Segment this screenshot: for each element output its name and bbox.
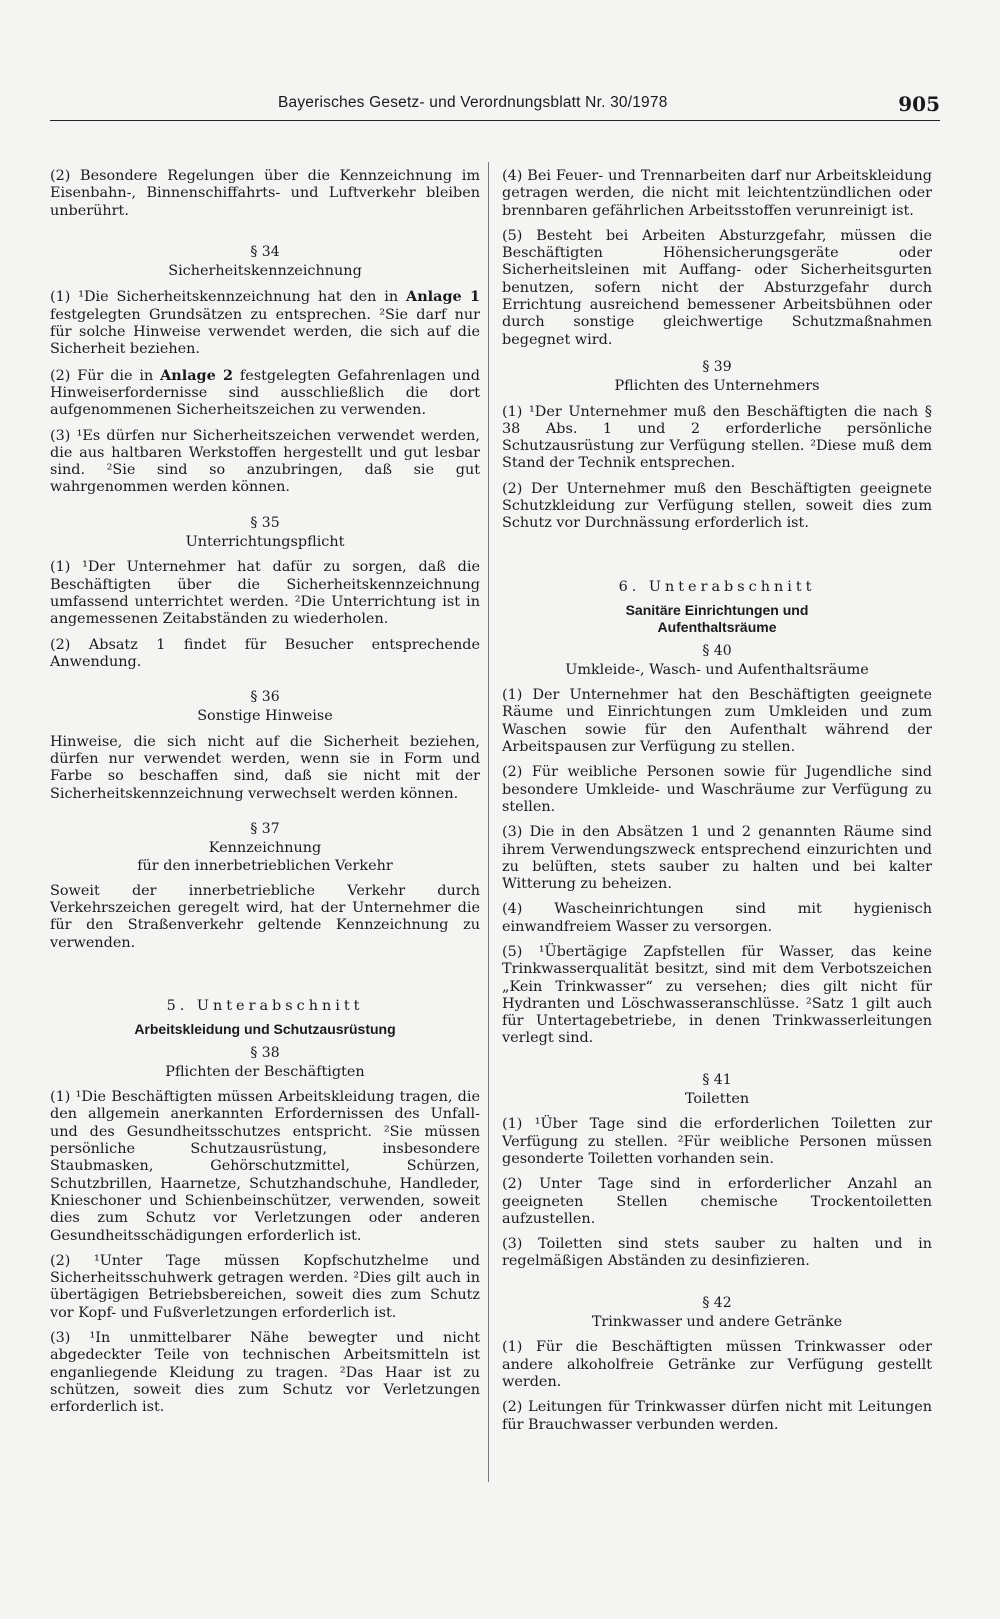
paragraph: (1) ¹Über Tage sind die erforderlichen Toiletten zur Verfügung zu stellen. ²Für weibliche Personen müssen gesonderte Toiletten vorhanden sein. (502, 1116, 932, 1167)
section-title: Umkleide-, Wasch- und Aufenthaltsräume (565, 661, 869, 678)
section-number: § 34 (250, 243, 280, 260)
section-title: Sicherheitskennzeichnung (168, 263, 362, 280)
section-number: § 35 (250, 514, 280, 531)
section-title: Pflichten der Beschäftigten (165, 1063, 365, 1080)
paragraph: (2) Unter Tage sind in erforderlicher Anzahl an geeigneten Stellen chemische Trockentoiletten aufzustellen. (502, 1176, 932, 1227)
paragraph (50, 367, 480, 420)
paragraph: (4) Bei Feuer- und Trennarbeiten darf nur Arbeitskleidung getragen werden, die nicht mit leichtentzündlichen oder brennbaren gefährlichen Arbeitsstoffen verunreinigt ist. (502, 168, 932, 219)
section-title: Toiletten (684, 1091, 750, 1108)
paragraph: (3) ¹In unmittelbarer Nähe bewegter und nicht abgedeckter Teile von technischen Arbeitsmitteln ist enganliegende Kleidung zu tragen. ²Das Haar ist zu schützen, soweit dies zum Schutz vor Verletzungen erforderlich ist. (50, 1330, 480, 1416)
section-title: Kennzeichnung (208, 840, 322, 857)
right-column (502, 168, 932, 1442)
section-title: Sonstige Hinweise (197, 708, 333, 725)
paragraph: (5) Besteht bei Arbeiten Absturzgefahr, müssen die Beschäftigten Höhensicherungsgeräte oder Sicherheitsleinen mit Auffang- oder Sicherheitsgurten benutzen, sofern nicht der Absturzgefahr durch Errichtung ausreichend bemessener Arbeitsbühnen oder durch sonstige gleichwertige Schutzmaßnahmen begegnet wird. (502, 227, 932, 348)
paragraph: (2) ¹Unter Tage müssen Kopfschutzhelme und Sicherheitsschuhwerk getragen werden. ²Dies gilt auch in übertägigen Betriebsbereichen, soweit dies zum Schutz vor Kopf- und Fußverletzungen erforderlich ist. (50, 1252, 480, 1321)
subsection-title: Arbeitskleidung und Schutzausrüstung (134, 1021, 396, 1038)
paragraph: (1) Der Unternehmer hat den Beschäftigten geeignete Räume und Einrichtungen zum Umkleiden und zum Waschen sowie für den Aufenthalt während der Arbeitspausen zur Verfügung zu stellen. (502, 687, 932, 756)
paragraph: (2) Besondere Regelungen über die Kennzeichnung im Eisenbahn-, Binnenschiffahrts- und Luftverkehr bleiben unberührt. (50, 168, 480, 219)
section-title: Pflichten des Unternehmers (614, 378, 820, 395)
bold-reference: Anlage 1 (406, 288, 480, 306)
paragraph: (2) Leitungen für Trinkwasser dürfen nicht mit Leitungen für Brauchwasser verbunden werden. (502, 1399, 932, 1433)
subsection-title: Sanitäre Einrichtungen und (625, 601, 809, 618)
paragraph: Hinweise, die sich nicht auf die Sicherheit beziehen, dürfen nur verwendet werden, wenn sie in Form und Farbe so beschaffen sind, daß sie nicht mit der Sicherheitskennzeichnung verwechselt werden können. (50, 733, 480, 802)
text-span: festgelegten Grundsätzen zu entsprechen. ²Sie darf nur für solche Hinweise verwendet werden, die sich auf die Sicherheit beziehen. (50, 306, 480, 358)
paragraph: (1) ¹Der Unternehmer hat dafür zu sorgen, daß die Beschäftigten über die Sicherheitskennzeichnung umfassend unterrichtet werden. ²Die Unterrichtung ist in angemessenen Zeitabständen zu wiederholen. (50, 559, 480, 628)
paragraph: (3) ¹Es dürfen nur Sicherheitszeichen verwendet werden, die aus haltbaren Werkstoffen hergestellt und gut lesbar sind. ²Sie sind so anzubringen, daß sie gut wahrgenommen werden können. (50, 427, 480, 496)
section-number: § 41 (702, 1071, 732, 1088)
paragraph: (1) Für die Beschäftigten müssen Trinkwasser oder andere alkoholfreie Getränke zur Verfügung gestellt werden. (502, 1339, 932, 1390)
paragraph: (3) Toiletten sind stets sauber zu halten und in regelmäßigen Abständen zu desinfizieren. (502, 1236, 932, 1270)
section-number: § 40 (702, 642, 732, 659)
paragraph: (5) ¹Übertägige Zapfstellen für Wasser, das keine Trinkwasserqualität besitzt, sind mit dem Verbotszeichen „Kein Trinkwasser“ zu versehen; dies gilt nicht für Hydranten und Löschwasseranschlüsse. ²Satz 1 gilt auch für Untertagebetriebe, in denen Trinkwasserleitungen verlegt sind. (502, 943, 932, 1047)
subsection-number: 5. Unterabschnitt (166, 997, 364, 1014)
paragraph: (2) Für weibliche Personen sowie für Jugendliche sind besondere Umkleide- und Waschräume zur Verfügung zu stellen. (502, 764, 932, 815)
text-span: (2) Für die in (50, 367, 161, 384)
paragraph: (2) Der Unternehmer muß den Beschäftigten geeignete Schutzkleidung zur Verfügung stellen, soweit dies zum Schutz vor Durchnässung erforderlich ist. (502, 480, 932, 532)
page-header (50, 92, 940, 121)
paragraph (50, 288, 480, 358)
section-number: § 42 (702, 1294, 732, 1311)
paragraph: (3) Die in den Absätzen 1 und 2 genannten Räume sind ihrem Verwendungszweck entsprechend einzurichten und zu belüften, stets sauber zu halten und bei kalter Witterung zu beheizen. (502, 824, 932, 893)
section-number: § 37 (250, 820, 280, 837)
left-column (50, 168, 480, 1425)
section-title: Trinkwasser und andere Getränke (591, 1314, 843, 1331)
section-title: für den innerbetrieblichen Verkehr (137, 857, 393, 874)
paragraph: (2) Absatz 1 findet für Besucher entsprechende Anwendung. (50, 636, 480, 670)
column-divider (488, 162, 489, 1482)
paragraph: (4) Wascheinrichtungen sind mit hygienisch einwandfreiem Wasser zu versorgen. (502, 901, 932, 935)
paragraph: (1) ¹Der Unternehmer muß den Beschäftigten die nach § 38 Abs. 1 und 2 erforderliche persönliche Schutzausrüstung zur Verfügung stellen. ²Diese muß dem Stand der Technik entsprechen. (502, 403, 932, 472)
page-number: 905 (898, 92, 940, 116)
paragraph: (1) ¹Die Beschäftigten müssen Arbeitskleidung tragen, die den allgemein anerkannten Erfordernissen des Unfall- und des Gesundheitsschutzes entspricht. ²Sie müssen persönliche Schutzausrüstung, insbesondere Staubmasken, Gehörschutzmittel, Schürzen, Schutzbrillen, Haarnetze, Schutzhandschuhe, Handleder, Knieschoner und Schienbeinschützer, verwenden, soweit dies zum Schutz vor Verletzungen oder anderen Gesundheitsschädigungen erforderlich ist. (50, 1089, 480, 1244)
header-title: Bayerisches Gesetz- und Verordnungsblatt Nr. 30/1978 (278, 94, 668, 111)
section-number: § 39 (702, 358, 732, 375)
text-span: festgelegten Gefahrenlagen und Hinweiserfordernisse sind ausschließlich die dort aufgenommenen Sicherheitszeichen zu verwenden. (50, 367, 480, 419)
section-number: § 36 (250, 689, 280, 706)
section-number: § 38 (250, 1044, 280, 1061)
section-title: Unterrichtungspflicht (185, 534, 345, 551)
bold-reference: Anlage 2 (160, 366, 234, 384)
subsection-title: Aufenthaltsräume (657, 619, 777, 636)
paragraph: Soweit der innerbetriebliche Verkehr durch Verkehrszeichen geregelt wird, hat der Unternehmer die für den Straßenverkehr geltende Kennzeichnung zu verwenden. (50, 882, 480, 951)
subsection-number: 6. Unterabschnitt (618, 578, 816, 595)
text-span: (1) ¹Die Sicherheitskennzeichnung hat den in (50, 289, 407, 306)
